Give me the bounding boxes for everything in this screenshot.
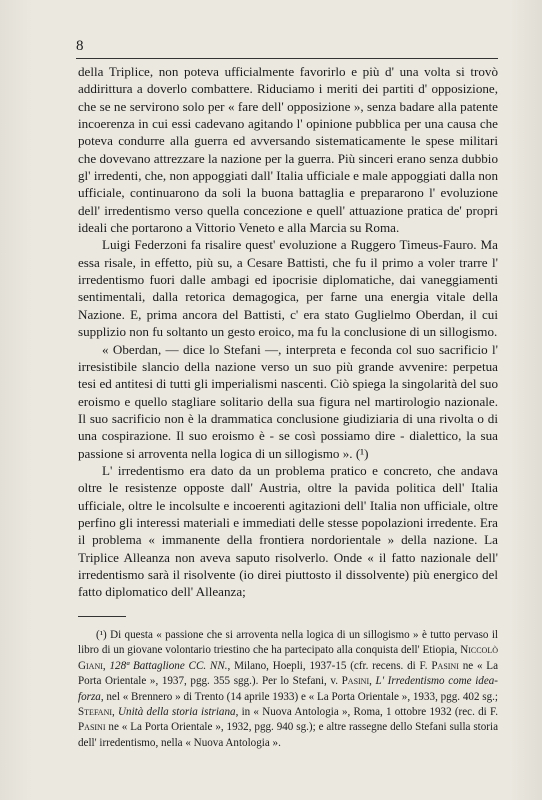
paragraph-3: « Oberdan, — dice lo Stefani —, interpreta e feconda col suo sacrificio l' irresistibile slancio della nazione verso un suo più grande avvenire: perpetua tesi ed antitesi di tutti gli imperialismi nascenti. Ciò spiega la singolarità del suo eroismo e quello stagliare solitario della sua figura nel martirologio nazionale. Il suo sacrificio non è la drammatica conclusione giudiziaria di una rivolta o di una cospirazione. Il suo eroismo è - se così possiamo dire - dialettico, la sua passione si arroventa nella logica di un sillogismo ». (¹) — [78, 341, 498, 461]
footnote-author: Niccolò Giani — [78, 644, 498, 672]
footnote-title: 128ª Battaglione CC. NN. — [109, 659, 228, 672]
footnote-rule — [78, 616, 126, 617]
footnote-text: ne « La Porta Orientale », 1937, pgg. 355 sgg.). Per lo Stefani, v. — [78, 659, 499, 688]
footnote-1 — [78, 628, 498, 751]
footnote-text: ne « La Porta Orientale », 1932, pgg. 940 sg.); e altre rassegne dello Stefani sulla storia dell' irredentismo, nella « Nuova Antologia ». — [78, 721, 498, 749]
footnote-text: (¹) Di questa « passione che si arroventa nella logica di un sillogismo » è tutto pervaso il libro di un giovane volontario triestino che ha partecipato alla conquista dell' Etiopia, — [78, 629, 498, 657]
footnote-text: , — [102, 659, 110, 672]
footnote-author: Stefani — [78, 706, 113, 719]
footnote-text: , — [369, 675, 376, 688]
footnote-text: , in « Nuova Antologia », Roma, 1 ottobre 1932 (rec. di F. — [235, 706, 499, 719]
header-rule — [76, 58, 498, 59]
footnote-title: L' Irredentismo come idea-forza — [78, 675, 499, 703]
paragraph-4: L' irredentismo era dato da un problema pratico e concreto, che andava oltre le resistenze opposte dall' Austria, oltre la pavida politica dell' Italia ufficiale, oltre le incolsulte e incoerenti agitazioni dell' Italia non ufficiale, oltre perfino gli interessi materiali e immediati delle stesse popolazioni irredente. Era il problema « immanente della frontiera nordorientale » della nazione. La Triplice Alleanza non aveva saputo risolverlo. Onde « il fatto nazionale dell' irredentismo sarà il risolvente (io direi piuttosto il dissolvente) più energico del fatto diplomatico dell' Alleanza; — [78, 462, 498, 600]
paragraph-1: della Triplice, non poteva ufficialmente favorirlo e più d' una volta si trovò addirittura a doverlo combattere. Riduciamo i meriti dei partiti d' opposizione, che se ne servirono solo per « fare dell' opposizione », senza badare alla patente incoerenza in cui essi cadevano agitando l' opinione pubblica per una causa che poteva condurre alla guerra ed avversando sistematicamente le spese militari che dovevano attrezzare la nazione per la guerra. Più sinceri erano senza dubbio gl' irredenti, che, non appoggiati dall' Italia ufficiale e male appoggiati dalla non ufficiale, continuarono da soli la buona battaglia e prepararono l' evoluzione dell' irredentismo verso quella concezione e quell' attuazione pratica de' propri ideali che portarono a Vittorio Veneto e alla Marcia su Roma. — [78, 64, 498, 236]
paragraph-2: Luigi Federzoni fa risalire quest' evoluzione a Ruggero Timeus-Fauro. Ma essa risale, in effetto, più su, a Cesare Battisti, che fu il primo a voler trarre l' irredentismo fuori dalle ambagi ed ipocrisie diplomatiche, dai vaneggiamenti sentimentali, dalla retorica demagogica, per farne una energia vitale della Nazione. E, prima ancora del Battisti, c' era stato Guglielmo Oberdan, il cui supplizio non fu soltanto un gesto eroico, ma fu la conclusione di un sillogismo. — [78, 237, 498, 340]
footnote-text: , nel « Brennero » di Trento (14 aprile 1933) e « La Porta Orientale », 1933, pgg. 402 sg.; — [100, 690, 498, 703]
footnote-title: Unità della storia istriana — [118, 706, 236, 719]
footnote-author: Pasini — [341, 675, 370, 688]
footnote-author: Pasini — [431, 659, 459, 672]
page-number: 8 — [76, 38, 85, 54]
footnote-text: , Milano, Hoepli, 1937-15 (cfr. recens. di F. — [227, 659, 432, 672]
footnote-author: Pasini — [78, 721, 106, 734]
body-text — [78, 63, 498, 601]
footnote — [78, 628, 498, 751]
footnote-text: , — [112, 706, 119, 719]
